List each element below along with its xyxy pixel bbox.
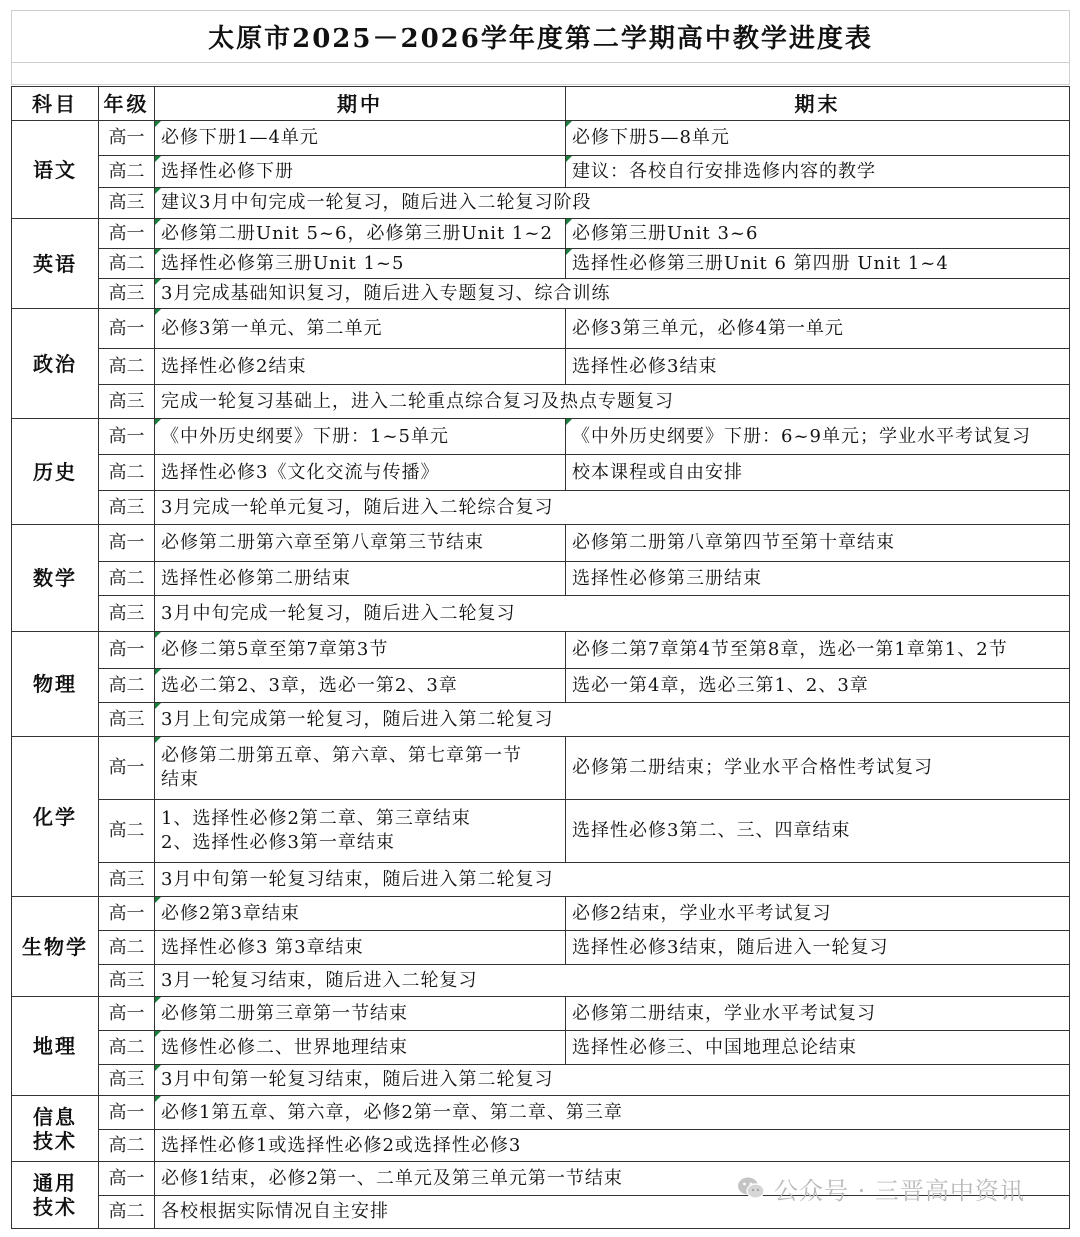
midterm-cell: 必修下册1—4单元 [155, 121, 566, 156]
midterm-cell: 《中外历史纲要》下册：1~5单元 [155, 419, 566, 455]
grade-cell: 高三 [99, 1065, 155, 1096]
table-row [12, 931, 1070, 965]
header-grade: 年级 [99, 87, 155, 121]
table-row [12, 121, 1070, 156]
subject-cell [12, 1162, 99, 1229]
table-row [12, 525, 1070, 562]
midterm-cell: 必修第二册第六章至第八章第三节结束 [155, 525, 566, 562]
table-row [12, 279, 1070, 309]
merged-progress-cell: 3月完成一轮单元复习，随后进入二轮综合复习 [155, 491, 1070, 525]
merged-progress-cell: 必修1结束，必修2第一、二单元及第三单元第一节结束 [155, 1162, 1070, 1196]
subject-cell: 数学 [12, 525, 99, 632]
grade-cell: 高三 [99, 279, 155, 309]
final-cell: 选择性必修3结束 [566, 349, 1070, 385]
merged-progress-cell: 3月完成基础知识复习，随后进入专题复习、综合训练 [155, 279, 1070, 309]
midterm-cell: 选择性必修第三册Unit 1~5 [155, 249, 566, 279]
table-row [12, 997, 1070, 1031]
midterm-cell: 选修性必修二、世界地理结束 [155, 1031, 566, 1065]
table-row [12, 349, 1070, 385]
final-cell: 建议：各校自行安排选修内容的教学 [566, 156, 1070, 188]
table-row [12, 1096, 1070, 1130]
midterm-cell: 必修3第一单元、第二单元 [155, 309, 566, 349]
final-cell: 必修2结束，学业水平考试复习 [566, 897, 1070, 931]
table-row [12, 1031, 1070, 1065]
merged-progress-cell: 3月中旬完成一轮复习，随后进入二轮复习 [155, 596, 1070, 632]
grade-cell: 高二 [99, 1031, 155, 1065]
grade-cell: 高三 [99, 188, 155, 219]
merged-progress-cell: 3月一轮复习结束，随后进入二轮复习 [155, 965, 1070, 997]
watermark-text: 公众号 · 三晋高中资讯 [774, 1176, 1025, 1205]
final-cell: 必修第二册结束；学业水平合格性考试复习 [566, 737, 1070, 800]
subject-line-1: 通用 [33, 1171, 77, 1195]
subject-cell: 历史 [12, 419, 99, 525]
grade-cell: 高一 [99, 737, 155, 800]
subject-line-1: 信息 [33, 1104, 77, 1129]
table-row [12, 562, 1070, 596]
final-cell: 必修第二册结束，学业水平考试复习 [566, 997, 1070, 1031]
header-midterm: 期中 [155, 87, 566, 121]
grade-cell: 高一 [99, 1162, 155, 1196]
grade-cell: 高二 [99, 1196, 155, 1229]
subject-cell: 政治 [12, 309, 99, 419]
grade-cell: 高一 [99, 997, 155, 1031]
midterm-cell: 选择性必修2结束 [155, 349, 566, 385]
header-row [12, 87, 1070, 121]
grade-cell: 高三 [99, 863, 155, 897]
grade-cell: 高三 [99, 703, 155, 737]
table-row [12, 596, 1070, 632]
header-subject: 科目 [12, 87, 99, 121]
midterm-cell: 选择性必修3 第3章结束 [155, 931, 566, 965]
grade-cell: 高三 [99, 491, 155, 525]
merged-progress-cell: 必修1第五章、第六章，必修2第一章、第二章、第三章 [155, 1096, 1070, 1130]
final-cell: 必修3第三单元，必修4第一单元 [566, 309, 1070, 349]
grade-cell: 高一 [99, 1096, 155, 1130]
table-row [12, 737, 1070, 800]
final-cell: 选择性必修3第二、三、四章结束 [566, 800, 1070, 863]
watermark [736, 1170, 1025, 1206]
midterm-cell: 必修第二册Unit 5~6，必修第三册Unit 1~2 [155, 219, 566, 249]
grade-cell: 高二 [99, 800, 155, 863]
grade-cell: 高二 [99, 249, 155, 279]
merged-progress-cell: 建议3月中旬完成一轮复习，随后进入二轮复习阶段 [155, 188, 1070, 219]
header-final: 期末 [566, 87, 1070, 121]
final-cell: 选必一第4章，选必三第1、2、3章 [566, 669, 1070, 703]
midterm-cell: 选必二第2、3章，选必一第2、3章 [155, 669, 566, 703]
table-row [12, 156, 1070, 188]
midterm-cell: 必修2第3章结束 [155, 897, 566, 931]
midterm-cell: 必修第二册第三章第一节结束 [155, 997, 566, 1031]
grade-cell: 高一 [99, 419, 155, 455]
midterm-cell: 选择性必修下册 [155, 156, 566, 188]
subject-line-2: 技术 [33, 1195, 77, 1219]
grade-cell: 高一 [99, 219, 155, 249]
grade-cell: 高一 [99, 309, 155, 349]
table-row [12, 703, 1070, 737]
table-row [12, 800, 1070, 863]
merged-progress-cell: 3月中旬第一轮复习结束，随后进入第二轮复习 [155, 1065, 1070, 1096]
table-row [12, 188, 1070, 219]
final-cell: 选择性必修3结束，随后进入一轮复习 [566, 931, 1070, 965]
midterm-cell: 选择性必修3《文化交流与传播》 [155, 455, 566, 491]
title-spacer [11, 62, 1070, 85]
table-row [12, 965, 1070, 997]
final-cell: 必修第二册第八章第四节至第十章结束 [566, 525, 1070, 562]
table-row [12, 419, 1070, 455]
subject-cell: 英语 [12, 219, 99, 309]
document-title: 太原市2025－2026学年度第二学期高中教学进度表 [11, 10, 1070, 63]
grade-cell: 高二 [99, 669, 155, 703]
subject-cell: 语文 [12, 121, 99, 219]
grade-cell: 高二 [99, 931, 155, 965]
subject-cell: 地理 [12, 997, 99, 1096]
final-cell: 选择性必修第三册Unit 6 第四册 Unit 1~4 [566, 249, 1070, 279]
merged-progress-cell: 完成一轮复习基础上，进入二轮重点综合复习及热点专题复习 [155, 385, 1070, 419]
merged-progress-cell: 3月中旬第一轮复习结束，随后进入第二轮复习 [155, 863, 1070, 897]
midterm-cell: 选择性必修第二册结束 [155, 562, 566, 596]
final-cell: 选择性必修第三册结束 [566, 562, 1070, 596]
table-row [12, 455, 1070, 491]
table-row [12, 1130, 1070, 1162]
subject-cell: 生物学 [12, 897, 99, 997]
grade-cell: 高一 [99, 525, 155, 562]
final-cell: 选择性必修三、中国地理总论结束 [566, 1031, 1070, 1065]
grade-cell: 高一 [99, 632, 155, 669]
grade-cell: 高二 [99, 349, 155, 385]
grade-cell: 高二 [99, 1130, 155, 1162]
table-row [12, 632, 1070, 669]
grade-cell: 高一 [99, 897, 155, 931]
table-row [12, 249, 1070, 279]
table-row [12, 897, 1070, 931]
final-cell: 必修二第7章第4节至第8章，选必一第1章第1、2节 [566, 632, 1070, 669]
midterm-cell: 1、选择性必修2第二章、第三章结束 2、选择性必修3第一章结束 [155, 800, 566, 863]
merged-progress-cell: 选择性必修1或选择性必修2或选择性必修3 [155, 1130, 1070, 1162]
table-row [12, 385, 1070, 419]
final-cell: 校本课程或自由安排 [566, 455, 1070, 491]
table-row [12, 669, 1070, 703]
grade-cell: 高一 [99, 121, 155, 156]
final-cell: 必修第三册Unit 3~6 [566, 219, 1070, 249]
schedule-table [11, 86, 1070, 1229]
table-row [12, 219, 1070, 249]
grade-cell: 高二 [99, 455, 155, 491]
merged-progress-cell: 各校根据实际情况自主安排 [155, 1196, 1070, 1229]
table-row [12, 1065, 1070, 1096]
grade-cell: 高三 [99, 596, 155, 632]
subject-cell: 物理 [12, 632, 99, 737]
final-cell: 《中外历史纲要》下册：6~9单元；学业水平考试复习 [566, 419, 1070, 455]
subject-cell [12, 1096, 99, 1162]
subject-line-2: 技术 [33, 1128, 77, 1153]
midterm-cell: 必修二第5章至第7章第3节 [155, 632, 566, 669]
merged-progress-cell: 3月上旬完成第一轮复习，随后进入第二轮复习 [155, 703, 1070, 737]
table-row [12, 491, 1070, 525]
grade-cell: 高三 [99, 385, 155, 419]
grade-cell: 高二 [99, 156, 155, 188]
grade-cell: 高二 [99, 562, 155, 596]
grade-cell: 高三 [99, 965, 155, 997]
table-row [12, 863, 1070, 897]
wechat-icon [736, 1173, 766, 1203]
table-row [12, 309, 1070, 349]
subject-cell: 化学 [12, 737, 99, 897]
midterm-cell: 必修第二册第五章、第六章、第七章第一节 结束 [155, 737, 566, 800]
final-cell: 必修下册5—8单元 [566, 121, 1070, 156]
